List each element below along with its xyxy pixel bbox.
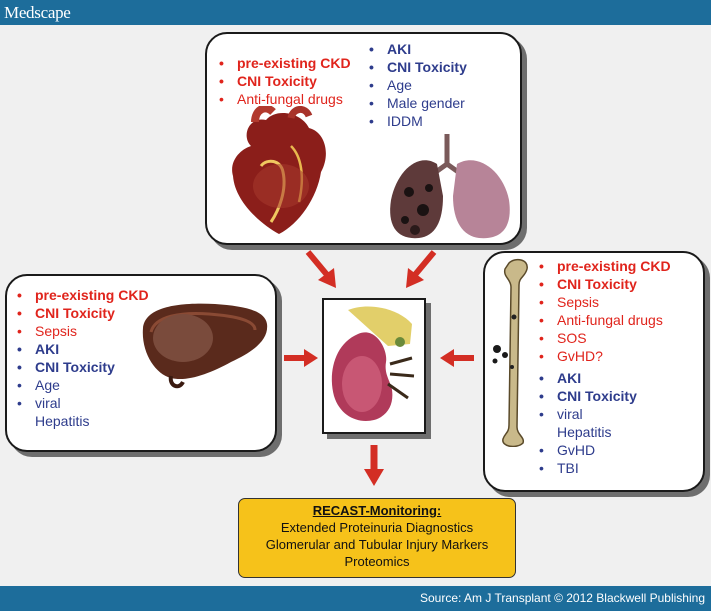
arrow-heart-to-kidney <box>304 248 340 290</box>
list-item: • CNI Toxicity <box>17 359 115 375</box>
list-item: • Anti-fungal drugs <box>219 91 343 107</box>
list-item: • Sepsis <box>539 294 600 310</box>
list-item: • CNI Toxicity <box>17 305 115 321</box>
list-item: • SOS <box>539 330 587 346</box>
header-bar <box>0 0 711 25</box>
heart-icon <box>221 106 341 238</box>
list-item: • Male gender <box>369 95 465 111</box>
top-panel <box>205 32 522 245</box>
footer-bar <box>0 586 711 611</box>
recast-monitoring-box <box>238 498 516 578</box>
list-item: • Age <box>17 377 60 393</box>
right-panel <box>483 251 705 492</box>
list-item: • AKI <box>539 370 582 386</box>
lungs-icon <box>385 130 515 242</box>
bone-icon <box>487 257 539 447</box>
list-item: Hepatitis <box>557 424 612 440</box>
list-item: • CNI Toxicity <box>219 73 317 89</box>
brand-logo: Medscape <box>4 3 71 22</box>
arrow-bone-to-kidney <box>438 348 474 368</box>
arrow-kidney-to-recast <box>363 445 385 487</box>
list-item: • Anti-fungal drugs <box>539 312 663 328</box>
right-panel-list <box>535 257 671 477</box>
list-item: • viral <box>539 406 583 422</box>
list-item: • AKI <box>369 41 412 57</box>
list-item: • CNI Toxicity <box>539 276 637 292</box>
arrow-lungs-to-kidney <box>402 248 438 290</box>
arrow-liver-to-kidney <box>284 348 320 368</box>
list-item: Hepatitis <box>35 413 90 429</box>
list-item: • pre-existing CKD <box>219 55 351 71</box>
list-item: • IDDM <box>369 113 423 129</box>
top-panel-left-list <box>215 54 351 108</box>
list-item: • viral <box>17 395 61 411</box>
recast-line: Proteomics <box>344 554 410 569</box>
list-item: • CNI Toxicity <box>369 59 467 75</box>
kidney-icon <box>328 304 420 428</box>
liver-icon <box>135 298 273 390</box>
recast-line: Extended Proteinuria Diagnostics <box>280 520 474 535</box>
list-item: • GvHD <box>539 442 596 458</box>
list-item: • pre-existing CKD <box>17 287 149 303</box>
recast-title: RECAST-Monitoring: <box>312 503 442 518</box>
list-item: • GvHD? <box>539 348 603 364</box>
recast-line: Glomerular and Tubular Injury Markers <box>265 537 489 552</box>
source-credit: Source: Am J Transplant © 2012 Blackwell Publishing <box>420 591 705 605</box>
list-item: • AKI <box>17 341 60 357</box>
left-panel <box>5 274 277 452</box>
kidney-panel <box>322 298 426 434</box>
top-panel-right-list <box>365 40 467 130</box>
left-panel-list <box>13 286 149 430</box>
list-item: • TBI <box>539 460 579 476</box>
list-item: • Age <box>369 77 412 93</box>
list-item: • Sepsis <box>17 323 78 339</box>
list-item: • CNI Toxicity <box>539 388 637 404</box>
list-item: • pre-existing CKD <box>539 258 671 274</box>
